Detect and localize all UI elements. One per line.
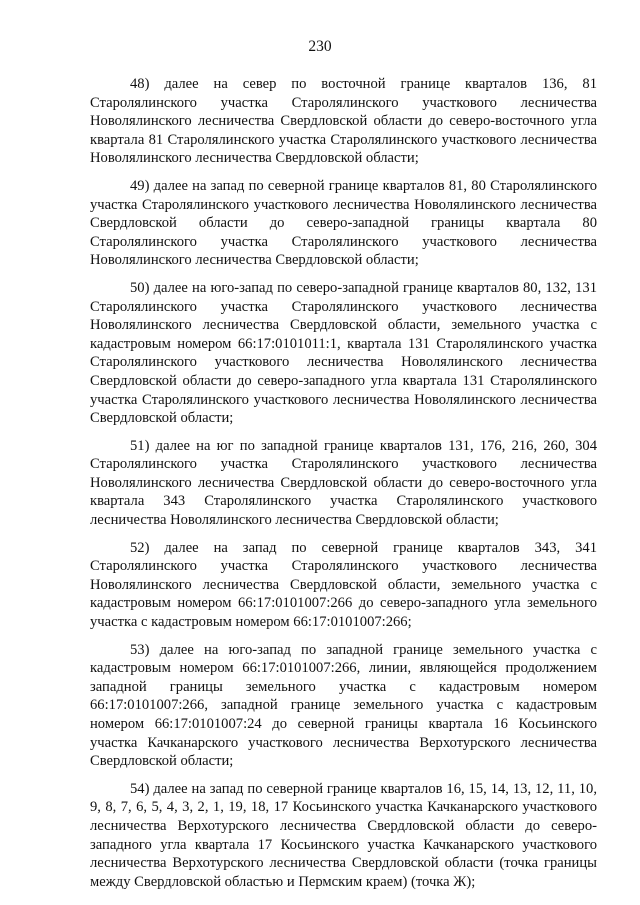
paragraph-51: 51) далее на юг по западной границе кварталов 131, 176, 216, 260, 304 Старолялинского участка Старолялинского участкового лесничества Новолялинского лесничества Свердловской области до северо-восточного угла квартала 343 Старолялинского участка Старолялинского участкового лесничества Новолялинского лесничества Свердловской области; [90,437,597,529]
paragraph-52: 52) далее на запад по северной границе кварталов 343, 341 Старолялинского участка Старолялинского участкового лесничества Новолялинского лесничества Свердловской области, земельного участка с кадастровым номером 66:17:0101007:266 до северо-западного угла земельного участка с кадастровым номером 66:17:0101007:266; [90,539,597,631]
paragraph-49: 49) далее на запад по северной границе кварталов 81, 80 Старолялинского участка Старолялинского участкового лесничества Новолялинского лесничества Свердловской области до северо-западной границы квартала 80 Старолялинского участка Старолялинского участкового лесничества Новолялинского лесничества Свердловской области; [90,177,597,269]
paragraph-53: 53) далее на юго-запад по западной границе земельного участка с кадастровым номером 66:17:0101007:266, линии, являющейся продолжением западной границы земельного участка с кадастровым номером 66:17:0101007:266, западной границе земельного участка с кадастровым номером 66:17:0101007:24 до северной границы квартала 16 Косьинского участка Качканарского участкового лесничества Верхотурского лесничества Свердловской области; [90,641,597,770]
paragraph-48: 48) далее на север по восточной границе кварталов 136, 81 Старолялинского участка Старолялинского участкового лесничества Новолялинского лесничества Свердловской области до северо-восточного угла квартала 81 Старолялинского участка Старолялинского участкового лесничества Новолялинского лесничества Свердловской области; [90,76,597,167]
paragraph-50: 50) далее на юго-запад по северо-западной границе кварталов 80, 132, 131 Старолялинского участка Старолялинского участкового лесничества Новолялинского лесничества Свердловской области, земельного участка с кадастровым номером 66:17:0101011:1, квартала 131 Старолялинского участка Старолялинского участкового лесничества Новолялинского лесничества Свердловской области до северо-западного угла квартала 131 Старолялинского участка Старолялинского участкового лесничества Новолялинского лесничества Свердловской области; [90,279,597,427]
document-body [90,75,597,900]
paragraph-54: 54) далее на запад по северной границе кварталов 16, 15, 14, 13, 12, 11, 10, 9, 8, 7, 6, 5, 4, 3, 2, 1, 19, 18, 17 Косьинского участка Качканарского участкового лесничества Верхотурского лесничества Свердловской области до северо-западного угла квартала 17 Косьинского участка Качканарского участкового лесничества Верхотурского лесничества Свердловской области (точка границы между Свердловской областью и Пермским краем) (точка Ж); [90,780,597,890]
page-number: 230 [308,38,332,55]
